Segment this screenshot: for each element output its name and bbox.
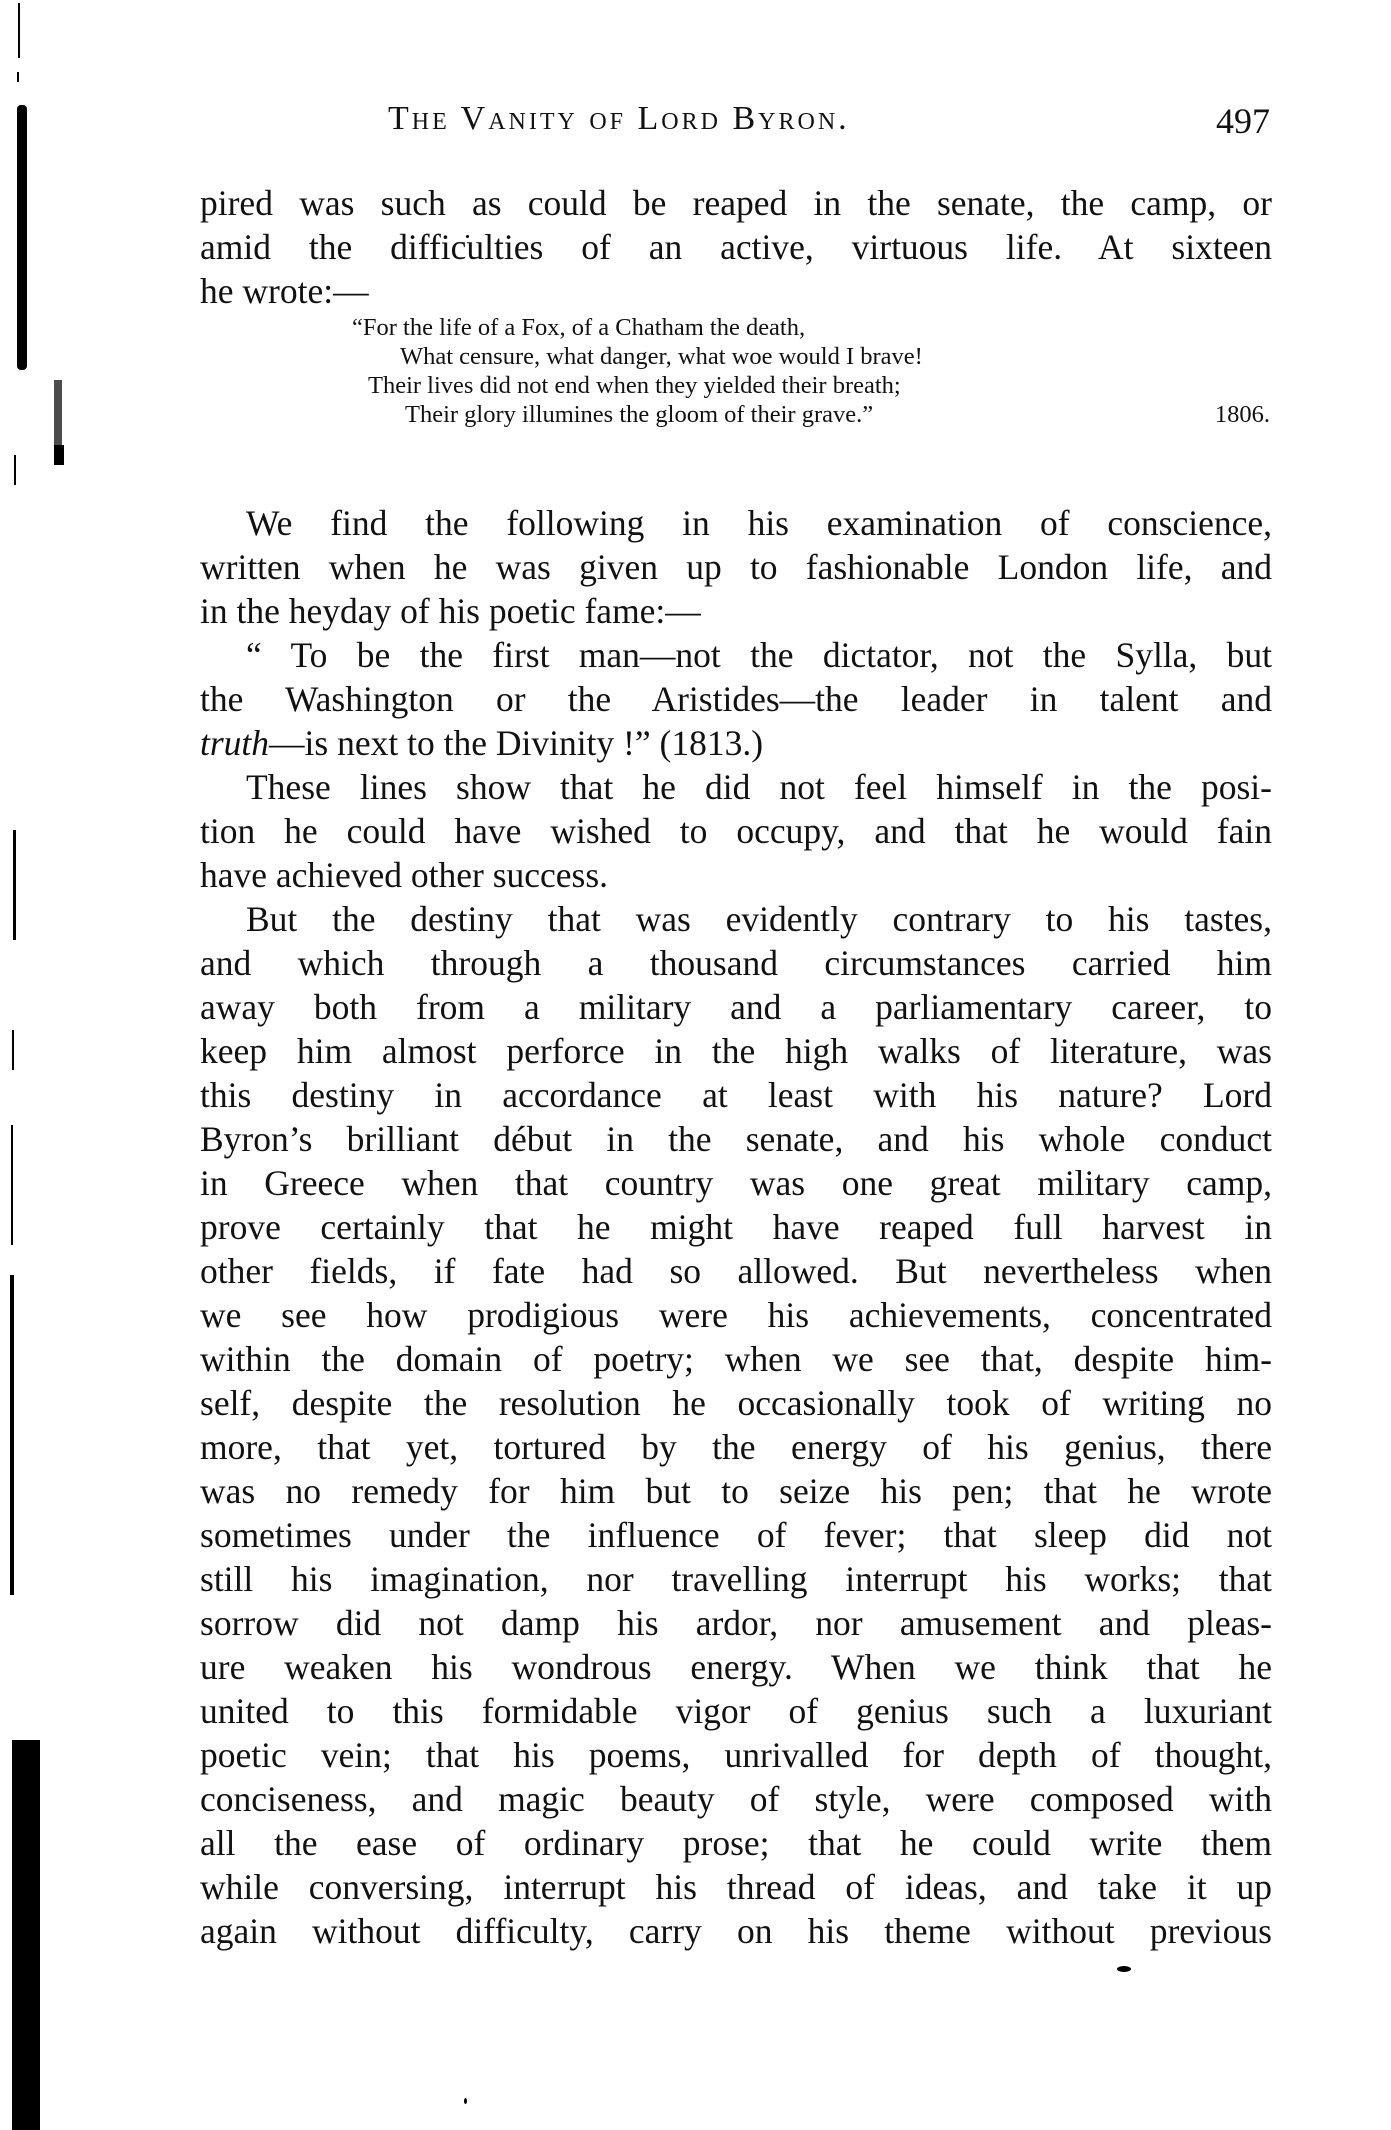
verse-line: Their lives did not end when they yielded their breath;: [368, 372, 901, 399]
text-line: poetic vein; that his poems, unrivalled for depth of thought,: [200, 1735, 1272, 1775]
text-line: in Greece when that country was one great military camp,: [200, 1163, 1272, 1203]
verse-line: “For the life of a Fox, of a Chatham the death,: [352, 314, 806, 341]
verse-line: What censure, what danger, what woe would I brave!: [400, 343, 923, 370]
running-title: The Vanity of Lord Byron.: [388, 100, 850, 137]
text-line: and which through a thousand circumstances carried him: [200, 943, 1272, 983]
text-line: ure weaken his wondrous energy. When we think that he: [200, 1647, 1272, 1687]
text-line: “ To be the first man—not the dictator, not the Sylla, but: [246, 635, 1272, 675]
text-line: this destiny in accordance at least with his nature? Lord: [200, 1075, 1272, 1115]
scan-edge-artifact: [12, 1030, 14, 1070]
page-number: 497: [1216, 101, 1270, 141]
main-text: [200, 501, 1272, 1953]
text-line: prove certainly that he might have reaped full harvest in: [200, 1207, 1272, 1247]
text-line: in the heyday of his poetic fame:—: [200, 591, 701, 631]
scan-edge-artifact: [13, 830, 16, 940]
verse-last-line: [200, 400, 1272, 429]
text-line: again without difficulty, carry on his theme without previous: [200, 1911, 1272, 1951]
text-line: These lines show that he did not feel himself in the posi-: [246, 767, 1272, 807]
text-line: sometimes under the influence of fever; that sleep did not: [200, 1515, 1272, 1555]
text-line: amid the difficulties of an active, virtuous life. At sixteen: [200, 227, 1272, 267]
text-line: [200, 721, 1272, 765]
text-line: have achieved other success.: [200, 855, 609, 895]
scan-speck: [464, 2098, 467, 2104]
text-line: We find the following in his examination of conscience,: [246, 503, 1272, 543]
text-line: self, despite the resolution he occasionally took of writing no: [200, 1383, 1272, 1423]
verse-date: 1806.: [1214, 401, 1270, 428]
scan-speck: [1117, 1966, 1131, 1972]
scan-edge-artifact: [17, 105, 27, 370]
text-line: we see how prodigious were his achievements, concentrated: [200, 1295, 1272, 1335]
paragraph-lines-show: [200, 765, 1272, 897]
text-line: still his imagination, nor travelling interrupt his works; that: [200, 1559, 1272, 1599]
text-line: within the domain of poetry; when we see that, despite him-: [200, 1339, 1272, 1379]
page-header: [200, 100, 1270, 150]
text-line: other fields, if fate had so allowed. But nevertheless when: [200, 1251, 1272, 1291]
scan-edge-artifact: [14, 455, 16, 485]
text-line: while conversing, interrupt his thread of ideas, and take it up: [200, 1867, 1272, 1907]
text-line: the Washington or the Aristides—the leader in talent and: [200, 679, 1272, 719]
text-run: —is next to the Divinity !” (1813.): [269, 723, 764, 763]
verse-line: Their glory illumines the gloom of their grave.”: [405, 401, 874, 428]
text-line: all the ease of ordinary prose; that he could write them: [200, 1823, 1272, 1863]
text-line: pired was such as could be reaped in the senate, the camp, or: [200, 183, 1272, 223]
text-line: united to this formidable vigor of genius such a luxuriant: [200, 1691, 1272, 1731]
text-line: away both from a military and a parliamentary career, to: [200, 987, 1272, 1027]
text-line: more, that yet, tortured by the energy of his genius, there: [200, 1427, 1272, 1467]
paragraph-destiny: [200, 897, 1272, 1953]
scan-edge-artifact: [18, 3, 20, 58]
text-line: was no remedy for him but to seize his pen; that he wrote: [200, 1471, 1272, 1511]
italic-word: truth: [200, 723, 270, 763]
scan-edge-artifact: [17, 72, 19, 82]
scan-edge-artifact: [54, 445, 64, 465]
scan-edge-artifact: [12, 1740, 40, 2130]
text-line: he wrote:—: [200, 271, 369, 311]
text-line: conciseness, and magic beauty of style, were composed with: [200, 1779, 1272, 1819]
scan-edge-artifact: [11, 1125, 13, 1245]
text-line: But the destiny that was evidently contrary to his tastes,: [246, 899, 1272, 939]
text-line: sorrow did not damp his ardor, nor amusement and pleas-: [200, 1603, 1272, 1643]
text-line: tion he could have wished to occupy, and that he would fain: [200, 811, 1272, 851]
verse-quotation: [200, 313, 1272, 429]
scan-edge-artifact: [10, 1275, 14, 1595]
paragraph-opening: [200, 181, 1272, 313]
paragraph-conscience: [200, 501, 1272, 633]
text-line: written when he was given up to fashionable London life, and: [200, 547, 1272, 587]
text-line: keep him almost perforce in the high walks of literature, was: [200, 1031, 1272, 1071]
text-line: Byron’s brilliant début in the senate, and his whole conduct: [200, 1119, 1272, 1159]
quote-1813: [200, 633, 1272, 765]
